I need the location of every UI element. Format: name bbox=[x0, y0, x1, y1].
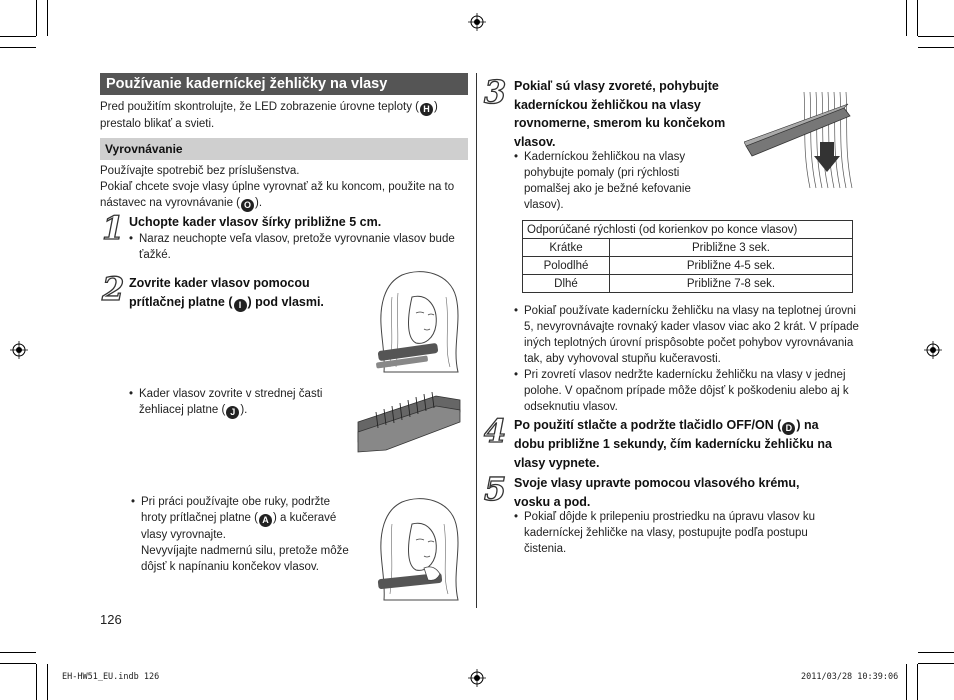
sub-intro bbox=[100, 163, 468, 212]
table-cell-length: Polodlhé bbox=[523, 257, 610, 275]
crop-mark bbox=[918, 663, 954, 664]
registration-mark-icon bbox=[468, 669, 486, 687]
intro-text: Pred použitím skontrolujte, že LED zobrazenie úrovne teploty ( bbox=[100, 101, 419, 113]
page-number: 126 bbox=[100, 612, 122, 627]
bullet-item bbox=[129, 386, 354, 419]
column-divider bbox=[476, 73, 477, 608]
step-title bbox=[129, 274, 334, 312]
bullet-item bbox=[131, 494, 351, 543]
crop-mark bbox=[906, 664, 907, 700]
registration-mark-icon bbox=[10, 341, 28, 359]
step-title-text-end: ) pod vlasmi. bbox=[247, 294, 324, 309]
bullet-extra-text: Nevyvíjajte nadmernú silu, pretože môže dôjsť k napínaniu končekov vlasov. bbox=[141, 545, 349, 573]
section-title: Používanie kaderníckej žehličky na vlasy bbox=[100, 73, 468, 95]
intro-paragraph bbox=[100, 99, 468, 132]
woman-straightening-illustration bbox=[372, 267, 468, 375]
footer-timestamp: 2011/03/28 10:39:06 bbox=[801, 672, 899, 682]
step-title: Uchopte kader vlasov šírky približne 5 cm. bbox=[129, 215, 382, 229]
step-number: 5 bbox=[484, 470, 507, 508]
bullet-item: • Pri zovretí vlasov nedržte kadernícku žehličku na vlasy v jednej polohe. V opačnom prípade môže dôjsť k poškodeniu alebo aj k odseknutiu vlasov. bbox=[514, 367, 859, 415]
table-cell-length: Krátke bbox=[523, 239, 610, 257]
label-a-icon: A bbox=[259, 514, 272, 527]
crop-mark bbox=[918, 36, 954, 37]
table-cell-length: Dlhé bbox=[523, 275, 610, 293]
label-j-icon: J bbox=[226, 406, 239, 419]
step-title-text: Zovrite kader vlasov pomocou prítlačnej platne ( bbox=[129, 276, 310, 309]
bullet-continuation bbox=[131, 543, 351, 575]
step-title-text-end: ) na dobu približne 1 sekundy, čím kadernícku žehličku na vlasy vypnete. bbox=[514, 418, 832, 470]
bullet-item: • Kaderníckou žehličkou na vlasy pohybujte pomaly (pri rýchlosti pomalšej ako je bežné kefovanie vlasov). bbox=[514, 149, 714, 213]
sub-intro-text: Pokiaľ chcete svoje vlasy úplne vyrovnať až ku koncom, použite na to nástavec na vyrovnávanie ( bbox=[100, 181, 455, 209]
step-title bbox=[514, 416, 844, 472]
bullet-text-end: ). bbox=[240, 404, 248, 416]
crop-mark bbox=[47, 0, 48, 36]
table-cell-time: Približne 4-5 sek. bbox=[610, 257, 853, 275]
crop-mark bbox=[47, 664, 48, 700]
crop-mark bbox=[36, 0, 37, 36]
step-bullets bbox=[514, 303, 859, 415]
step-number: 1 bbox=[102, 209, 125, 247]
bullet-item: • Naraz neuchopte veľa vlasov, pretože vyrovnanie vlasov bude ťažké. bbox=[129, 231, 469, 263]
step-bullets bbox=[514, 149, 714, 213]
bullet-item: • Pokiaľ používate kadernícku žehličku na vlasy na teplotnej úrovni 5, nevyrovnávajte rovnaký kader vlasov viac ako 2 krát. V prípade iných teplotných úrovní prispôsobte počet pohybov vyrovnávania tak, aby vyhovoval stupňu kučeravosti. bbox=[514, 303, 859, 367]
table-row bbox=[523, 275, 853, 293]
intro-text-end: ) prestalo blikať a svieti. bbox=[100, 101, 438, 130]
table-cell-time: Približne 3 sek. bbox=[610, 239, 853, 257]
step-number: 4 bbox=[484, 412, 507, 450]
crop-mark bbox=[918, 47, 954, 48]
step-bullets bbox=[131, 494, 351, 575]
footer-file-info: EH-HW51_EU.indb 126 bbox=[62, 672, 160, 682]
step-bullets bbox=[514, 509, 834, 557]
subsection-title: Vyrovnávanie bbox=[100, 138, 468, 160]
step-title-text: Po použití stlačte a podržte tlačidlo OFF/ON ( bbox=[514, 418, 782, 432]
woman-two-hands-illustration bbox=[374, 494, 466, 604]
table-header: Odporúčané rýchlosti (od korienkov po konce vlasov) bbox=[523, 221, 853, 239]
label-i-icon: I bbox=[234, 299, 247, 312]
table-row bbox=[523, 239, 853, 257]
bullet-item: • Pokiaľ dôjde k prilepeniu prostriedku na úpravu vlasov ku kaderníckej žehličke na vlasy, postupujte podľa postupu čistenia. bbox=[514, 509, 834, 557]
table-cell-time: Približne 7-8 sek. bbox=[610, 275, 853, 293]
crop-mark bbox=[917, 664, 918, 700]
registration-mark-icon bbox=[924, 341, 942, 359]
registration-mark-icon bbox=[468, 13, 486, 31]
iron-closeup-illustration bbox=[356, 382, 462, 454]
table-row bbox=[523, 257, 853, 275]
step-bullets bbox=[129, 231, 469, 263]
crop-mark bbox=[0, 47, 36, 48]
step-number: 3 bbox=[484, 73, 507, 111]
sub-intro-text-end: ). bbox=[255, 197, 263, 209]
step-title: Pokiaľ sú vlasy zvoreté, pohybujte kaderníckou žehličkou na vlasy rovnomerne, smerom ku končekom vlasov. bbox=[514, 79, 726, 149]
label-d-icon: D bbox=[782, 422, 795, 435]
crop-mark bbox=[906, 0, 907, 36]
crop-mark bbox=[917, 0, 918, 36]
crop-mark bbox=[0, 663, 36, 664]
sub-intro-line1: Používajte spotrebič bez príslušenstva. bbox=[100, 165, 300, 177]
crop-mark bbox=[0, 652, 36, 653]
speed-table bbox=[522, 220, 853, 293]
step-bullets bbox=[129, 386, 354, 419]
bullet-text: Pri práci používajte obe ruky, podržte hroty prítlačnej platne ( bbox=[141, 496, 330, 524]
crop-mark bbox=[918, 652, 954, 653]
label-o-icon: O bbox=[241, 199, 254, 212]
iron-glide-illustration bbox=[744, 90, 854, 190]
label-h-icon: H bbox=[420, 103, 433, 116]
sub-intro-line2 bbox=[100, 179, 468, 212]
step-title: Svoje vlasy upravte pomocou vlasového krému, vosku a pod. bbox=[514, 476, 800, 509]
crop-mark bbox=[0, 36, 36, 37]
crop-mark bbox=[36, 664, 37, 700]
step-number: 2 bbox=[102, 270, 125, 308]
bullet-text: Kader vlasov zovrite v strednej časti žehliacej platne ( bbox=[139, 388, 323, 416]
bullet-text-end: ) a kučeravé vlasy vyrovnajte. bbox=[141, 512, 337, 541]
